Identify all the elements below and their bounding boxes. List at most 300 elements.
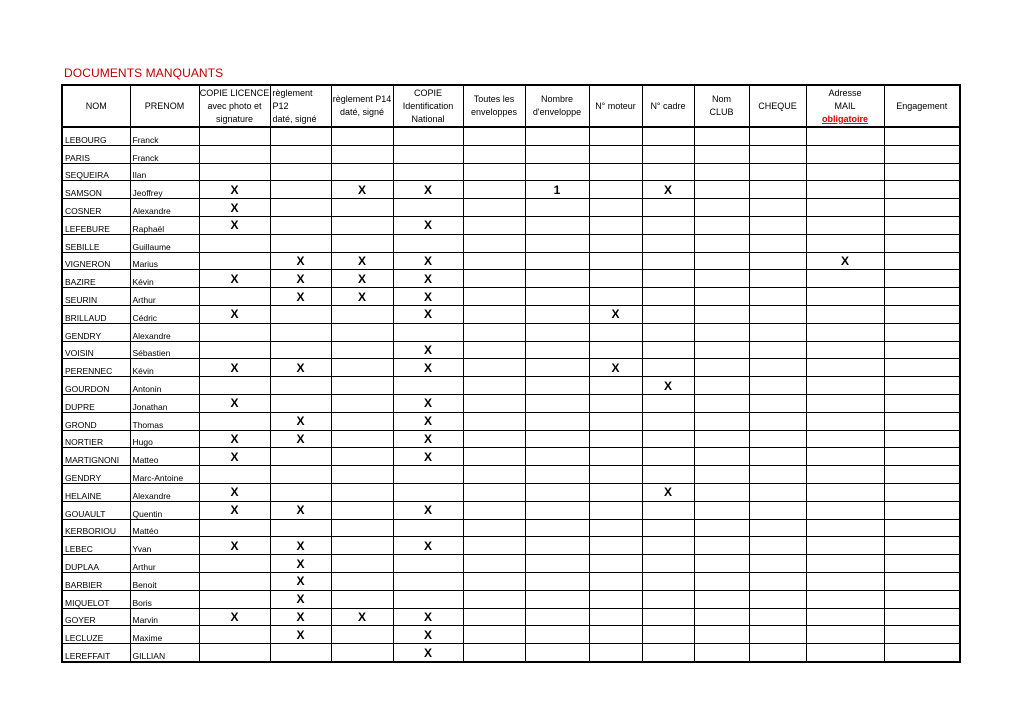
cell-nb	[525, 572, 589, 590]
cell-nb	[525, 145, 589, 163]
cell-env	[463, 519, 525, 537]
cell-ident	[393, 163, 463, 181]
cell-p14	[331, 341, 393, 359]
cell-moteur	[589, 626, 642, 644]
cell-nom: COSNER	[62, 199, 130, 217]
cell-prenom: Franck	[130, 145, 199, 163]
cell-ident: X	[393, 341, 463, 359]
cell-cadre	[642, 359, 694, 377]
cell-nom: GENDRY	[62, 466, 130, 484]
cell-mail	[806, 430, 884, 448]
cell-club	[694, 341, 749, 359]
cell-p14: X	[331, 608, 393, 626]
cell-licence: X	[199, 199, 270, 217]
cell-ident	[393, 572, 463, 590]
cell-p14	[331, 466, 393, 484]
header-p12: règlement P12 daté, signé	[270, 85, 331, 127]
table-row	[62, 341, 960, 359]
cell-p14	[331, 305, 393, 323]
cell-env	[463, 572, 525, 590]
cell-cadre	[642, 394, 694, 412]
table-row	[62, 626, 960, 644]
header-prenom: PRENOM	[130, 85, 199, 127]
cell-cheque	[749, 483, 806, 501]
cell-nom: GOUAULT	[62, 501, 130, 519]
cell-cadre: X	[642, 181, 694, 199]
cell-engagement	[884, 234, 960, 252]
cell-nb	[525, 430, 589, 448]
cell-prenom: Quentin	[130, 501, 199, 519]
cell-engagement	[884, 519, 960, 537]
cell-licence: X	[199, 359, 270, 377]
cell-p14	[331, 644, 393, 662]
cell-cadre	[642, 341, 694, 359]
header-moteur: N° moteur	[589, 85, 642, 127]
cell-club	[694, 501, 749, 519]
cell-prenom: Thomas	[130, 412, 199, 430]
header-mail	[806, 85, 884, 127]
cell-club	[694, 270, 749, 288]
table-row	[62, 127, 960, 145]
cell-club	[694, 555, 749, 573]
cell-ident	[393, 483, 463, 501]
cell-nom: GENDRY	[62, 323, 130, 341]
cell-prenom: Alexandre	[130, 483, 199, 501]
cell-env	[463, 252, 525, 270]
cell-env	[463, 323, 525, 341]
cell-engagement	[884, 466, 960, 484]
cell-engagement	[884, 430, 960, 448]
cell-prenom: Kévin	[130, 359, 199, 377]
cell-club	[694, 537, 749, 555]
cell-env	[463, 430, 525, 448]
cell-cadre	[642, 323, 694, 341]
cell-ident	[393, 466, 463, 484]
cell-ident: X	[393, 501, 463, 519]
cell-cheque	[749, 359, 806, 377]
cell-club	[694, 145, 749, 163]
cell-cheque	[749, 501, 806, 519]
cell-p14	[331, 572, 393, 590]
cell-p12	[270, 163, 331, 181]
cell-club	[694, 394, 749, 412]
cell-p14	[331, 412, 393, 430]
cell-cheque	[749, 448, 806, 466]
cell-moteur	[589, 501, 642, 519]
cell-p12: X	[270, 537, 331, 555]
cell-env	[463, 466, 525, 484]
cell-club	[694, 572, 749, 590]
cell-mail	[806, 341, 884, 359]
cell-p12: X	[270, 572, 331, 590]
cell-ident: X	[393, 305, 463, 323]
cell-moteur	[589, 644, 642, 662]
cell-mail	[806, 644, 884, 662]
cell-cadre	[642, 555, 694, 573]
cell-engagement	[884, 181, 960, 199]
table-row	[62, 323, 960, 341]
cell-moteur	[589, 145, 642, 163]
cell-club	[694, 181, 749, 199]
cell-mail	[806, 626, 884, 644]
cell-ident: X	[393, 252, 463, 270]
cell-mail	[806, 199, 884, 217]
cell-prenom: Franck	[130, 127, 199, 145]
cell-mail	[806, 590, 884, 608]
cell-p14	[331, 216, 393, 234]
cell-club	[694, 377, 749, 395]
cell-nom: SAMSON	[62, 181, 130, 199]
cell-prenom: Maxime	[130, 626, 199, 644]
cell-ident: X	[393, 644, 463, 662]
cell-p12: X	[270, 252, 331, 270]
cell-club	[694, 608, 749, 626]
cell-cadre	[642, 501, 694, 519]
cell-prenom: Yvan	[130, 537, 199, 555]
cell-moteur	[589, 234, 642, 252]
cell-cheque	[749, 626, 806, 644]
cell-ident: X	[393, 608, 463, 626]
cell-club	[694, 216, 749, 234]
cell-nom: HELAINE	[62, 483, 130, 501]
cell-engagement	[884, 252, 960, 270]
cell-nb	[525, 252, 589, 270]
header-licence: COPIE LICENCE avec photo et signature	[199, 85, 270, 127]
cell-moteur	[589, 216, 642, 234]
cell-prenom: Alexandre	[130, 323, 199, 341]
cell-cheque	[749, 608, 806, 626]
cell-mail	[806, 608, 884, 626]
cell-prenom: Sébastien	[130, 341, 199, 359]
cell-mail	[806, 127, 884, 145]
cell-moteur	[589, 377, 642, 395]
cell-nb	[525, 644, 589, 662]
cell-p14	[331, 537, 393, 555]
cell-p12	[270, 448, 331, 466]
cell-cadre: X	[642, 377, 694, 395]
cell-cadre: X	[642, 483, 694, 501]
cell-prenom: Arthur	[130, 555, 199, 573]
cell-ident	[393, 145, 463, 163]
cell-p14	[331, 519, 393, 537]
cell-p12: X	[270, 590, 331, 608]
cell-ident	[393, 519, 463, 537]
cell-p12	[270, 127, 331, 145]
cell-mail: X	[806, 252, 884, 270]
cell-engagement	[884, 448, 960, 466]
cell-p12: X	[270, 626, 331, 644]
cell-moteur	[589, 555, 642, 573]
cell-nom: GROND	[62, 412, 130, 430]
cell-p12: X	[270, 288, 331, 306]
cell-nom: LECLUZE	[62, 626, 130, 644]
cell-cadre	[642, 519, 694, 537]
cell-p12	[270, 483, 331, 501]
cell-nom: VOISIN	[62, 341, 130, 359]
cell-moteur: X	[589, 305, 642, 323]
cell-cheque	[749, 412, 806, 430]
cell-licence	[199, 145, 270, 163]
cell-p14	[331, 323, 393, 341]
cell-p14: X	[331, 270, 393, 288]
cell-mail	[806, 483, 884, 501]
cell-ident	[393, 127, 463, 145]
cell-mail	[806, 359, 884, 377]
cell-p14	[331, 377, 393, 395]
cell-prenom: Antonin	[130, 377, 199, 395]
cell-ident: X	[393, 537, 463, 555]
header-p14: règlement P14 daté, signé	[331, 85, 393, 127]
cell-engagement	[884, 590, 960, 608]
cell-mail	[806, 555, 884, 573]
cell-p12	[270, 181, 331, 199]
cell-prenom: Benoit	[130, 572, 199, 590]
cell-mail	[806, 501, 884, 519]
cell-cadre	[642, 127, 694, 145]
cell-prenom: GILLIAN	[130, 644, 199, 662]
cell-moteur	[589, 448, 642, 466]
cell-prenom: Alexandre	[130, 199, 199, 217]
header-enveloppes: Toutes les enveloppes	[463, 85, 525, 127]
cell-engagement	[884, 608, 960, 626]
cell-mail	[806, 181, 884, 199]
cell-p14	[331, 626, 393, 644]
cell-moteur	[589, 466, 642, 484]
cell-moteur	[589, 252, 642, 270]
cell-nb	[525, 608, 589, 626]
cell-moteur	[589, 572, 642, 590]
table-row	[62, 608, 960, 626]
cell-moteur	[589, 288, 642, 306]
cell-env	[463, 145, 525, 163]
cell-ident: X	[393, 626, 463, 644]
cell-nb	[525, 626, 589, 644]
table-row	[62, 572, 960, 590]
cell-prenom: Ilan	[130, 163, 199, 181]
cell-licence	[199, 234, 270, 252]
cell-env	[463, 394, 525, 412]
cell-nb	[525, 163, 589, 181]
cell-p14	[331, 359, 393, 377]
cell-moteur	[589, 590, 642, 608]
cell-cheque	[749, 323, 806, 341]
cell-moteur	[589, 199, 642, 217]
cell-engagement	[884, 555, 960, 573]
header-cadre: N° cadre	[642, 85, 694, 127]
cell-p12	[270, 644, 331, 662]
cell-p12: X	[270, 501, 331, 519]
cell-env	[463, 644, 525, 662]
cell-licence	[199, 626, 270, 644]
cell-nb	[525, 448, 589, 466]
cell-mail	[806, 466, 884, 484]
cell-env	[463, 448, 525, 466]
header-cheque: CHEQUE	[749, 85, 806, 127]
cell-env	[463, 127, 525, 145]
cell-p12	[270, 234, 331, 252]
cell-licence	[199, 163, 270, 181]
cell-nb	[525, 127, 589, 145]
cell-p14	[331, 199, 393, 217]
cell-nom: PARIS	[62, 145, 130, 163]
cell-env	[463, 501, 525, 519]
cell-p12	[270, 305, 331, 323]
cell-engagement	[884, 377, 960, 395]
table-row	[62, 412, 960, 430]
cell-licence: X	[199, 216, 270, 234]
cell-licence: X	[199, 501, 270, 519]
cell-env	[463, 181, 525, 199]
cell-p12	[270, 519, 331, 537]
cell-nom: SEURIN	[62, 288, 130, 306]
table-row	[62, 519, 960, 537]
cell-engagement	[884, 483, 960, 501]
cell-moteur	[589, 270, 642, 288]
cell-ident: X	[393, 394, 463, 412]
cell-cheque	[749, 145, 806, 163]
cell-nom: MARTIGNONI	[62, 448, 130, 466]
cell-prenom: Matteo	[130, 448, 199, 466]
cell-cadre	[642, 305, 694, 323]
cell-cheque	[749, 590, 806, 608]
cell-club	[694, 199, 749, 217]
cell-mail	[806, 216, 884, 234]
missing-documents-table	[61, 84, 961, 663]
cell-ident: X	[393, 216, 463, 234]
cell-cadre	[642, 288, 694, 306]
cell-engagement	[884, 359, 960, 377]
cell-moteur	[589, 323, 642, 341]
cell-prenom: Raphaël	[130, 216, 199, 234]
table-body	[62, 127, 960, 662]
cell-moteur	[589, 341, 642, 359]
cell-p14	[331, 234, 393, 252]
cell-cadre	[642, 448, 694, 466]
page-title: DOCUMENTS MANQUANTS	[64, 66, 224, 80]
cell-nom: BARBIER	[62, 572, 130, 590]
header-nb-enveloppe: Nombre d'enveloppe	[525, 85, 589, 127]
cell-licence: X	[199, 448, 270, 466]
table-row	[62, 199, 960, 217]
cell-licence	[199, 466, 270, 484]
cell-ident: X	[393, 412, 463, 430]
cell-engagement	[884, 127, 960, 145]
cell-nb	[525, 590, 589, 608]
cell-ident: X	[393, 430, 463, 448]
cell-club	[694, 412, 749, 430]
cell-env	[463, 234, 525, 252]
cell-engagement	[884, 288, 960, 306]
cell-cadre	[642, 430, 694, 448]
cell-env	[463, 555, 525, 573]
header-mail-required: obligatoire	[821, 113, 868, 124]
cell-cheque	[749, 341, 806, 359]
cell-ident: X	[393, 270, 463, 288]
cell-prenom: Guillaume	[130, 234, 199, 252]
cell-club	[694, 448, 749, 466]
cell-nom: GOYER	[62, 608, 130, 626]
cell-mail	[806, 288, 884, 306]
cell-cheque	[749, 466, 806, 484]
table-row	[62, 270, 960, 288]
table-row	[62, 537, 960, 555]
cell-nom: SEBILLE	[62, 234, 130, 252]
cell-cadre	[642, 234, 694, 252]
cell-nom: SEQUEIRA	[62, 163, 130, 181]
cell-cheque	[749, 127, 806, 145]
cell-engagement	[884, 644, 960, 662]
cell-cheque	[749, 519, 806, 537]
table-row	[62, 430, 960, 448]
cell-licence	[199, 377, 270, 395]
cell-p14	[331, 145, 393, 163]
cell-cheque	[749, 305, 806, 323]
cell-nb	[525, 519, 589, 537]
cell-cheque	[749, 572, 806, 590]
cell-cadre	[642, 537, 694, 555]
cell-prenom: Mattéo	[130, 519, 199, 537]
cell-moteur	[589, 163, 642, 181]
cell-cheque	[749, 377, 806, 395]
cell-engagement	[884, 323, 960, 341]
cell-nom: LEREFFAIT	[62, 644, 130, 662]
cell-env	[463, 216, 525, 234]
cell-cheque	[749, 216, 806, 234]
cell-nom: DUPRE	[62, 394, 130, 412]
cell-ident	[393, 323, 463, 341]
cell-p12: X	[270, 359, 331, 377]
cell-moteur	[589, 537, 642, 555]
cell-club	[694, 127, 749, 145]
cell-engagement	[884, 305, 960, 323]
cell-engagement	[884, 216, 960, 234]
cell-nb	[525, 483, 589, 501]
cell-nom: MIQUELOT	[62, 590, 130, 608]
cell-env	[463, 199, 525, 217]
header-mail-label: Adresse MAIL	[828, 87, 862, 111]
cell-p12: X	[270, 412, 331, 430]
cell-prenom: Boris	[130, 590, 199, 608]
cell-cheque	[749, 394, 806, 412]
cell-env	[463, 305, 525, 323]
cell-env	[463, 626, 525, 644]
cell-p12: X	[270, 270, 331, 288]
cell-p14	[331, 483, 393, 501]
header-row	[62, 85, 960, 127]
cell-engagement	[884, 626, 960, 644]
table-row	[62, 466, 960, 484]
cell-licence	[199, 341, 270, 359]
cell-club	[694, 590, 749, 608]
cell-p12	[270, 466, 331, 484]
cell-moteur	[589, 181, 642, 199]
cell-club	[694, 359, 749, 377]
table-row	[62, 448, 960, 466]
table-row	[62, 234, 960, 252]
table-row	[62, 501, 960, 519]
cell-cheque	[749, 537, 806, 555]
cell-cadre	[642, 644, 694, 662]
cell-engagement	[884, 341, 960, 359]
table-row	[62, 305, 960, 323]
cell-nom: DUPLAA	[62, 555, 130, 573]
cell-nb	[525, 288, 589, 306]
cell-mail	[806, 519, 884, 537]
cell-nom: LEFEBURE	[62, 216, 130, 234]
cell-nb	[525, 466, 589, 484]
cell-prenom: Arthur	[130, 288, 199, 306]
cell-nom: LEBOURG	[62, 127, 130, 145]
